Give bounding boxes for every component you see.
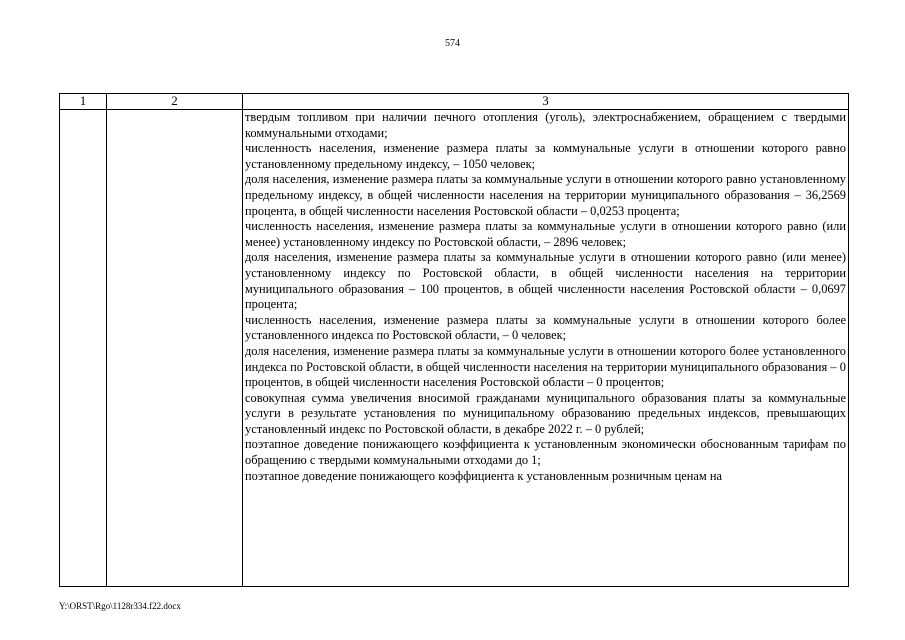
table-row (60, 110, 849, 587)
page-number: 574 (445, 38, 460, 49)
paragraph: поэтапное доведение понижающего коэффициента к установленным экономически обоснованным тарифам по обращению с твердыми коммунальными отходами до 1; (245, 437, 846, 468)
footer-file-path: Y:\ORST\Rgo\1128r334.f22.docx (59, 601, 181, 611)
paragraph: численность населения, изменение размера платы за коммунальные услуги в отношении которого более установленного индекса по Ростовской области, – 0 человек; (245, 312, 846, 343)
paragraph: численность населения, изменение размера платы за коммунальные услуги в отношении которого равно установленному предельному индексу, – 1050 человек; (245, 141, 846, 171)
column-header-2: 2 (107, 94, 243, 110)
column-header-1: 1 (60, 94, 107, 110)
column-header-3: 3 (243, 94, 849, 110)
table-cell-col1 (60, 110, 107, 587)
paragraph: доля населения, изменение размера платы за коммунальные услуги в отношении которого равно (или менее) установленному индексу по Ростовской области, в общей численности населения на территории муниципального образования – 100 процентов, в общей численности населения Ростовской области – 0,0697 процента; (245, 250, 846, 312)
table-cell-col3 (243, 110, 849, 587)
document-table (59, 93, 849, 587)
paragraph: совокупная сумма увеличения вносимой гражданами муниципального образования платы за коммунальные услуги в результате установления по муниципальному образованию предельных индексов, превышающих установленный индекс по Ростовской области, в декабре 2022 г. – 0 рублей; (245, 390, 846, 436)
paragraph: доля населения, изменение размера платы за коммунальные услуги в отношении которого равно установленному предельному индексу, в общей численности населения на территории муниципального образования – 36,2569 процента, в общей численности населения Ростовской области – 0,0253 процента; (245, 172, 846, 218)
paragraph: твердым топливом при наличии печного отопления (уголь), электроснабжением, обращением с твердыми коммунальными отходами; (245, 110, 846, 140)
table-header-row (60, 94, 849, 110)
paragraph: численность населения, изменение размера платы за коммунальные услуги в отношении которого равно (или менее) установленному индексу по Ростовской области, – 2896 человек; (245, 219, 846, 249)
paragraph: поэтапное доведение понижающего коэффициента к установленным розничным ценам на (245, 468, 722, 483)
paragraph: доля населения, изменение размера платы за коммунальные услуги в отношении которого более установленного индекса по Ростовской области, в общей численности населения на территории муниципального образования – 0 процентов, в общей численности населения Ростовской области – 0 процентов; (245, 343, 846, 390)
table-cell-col2 (107, 110, 243, 587)
